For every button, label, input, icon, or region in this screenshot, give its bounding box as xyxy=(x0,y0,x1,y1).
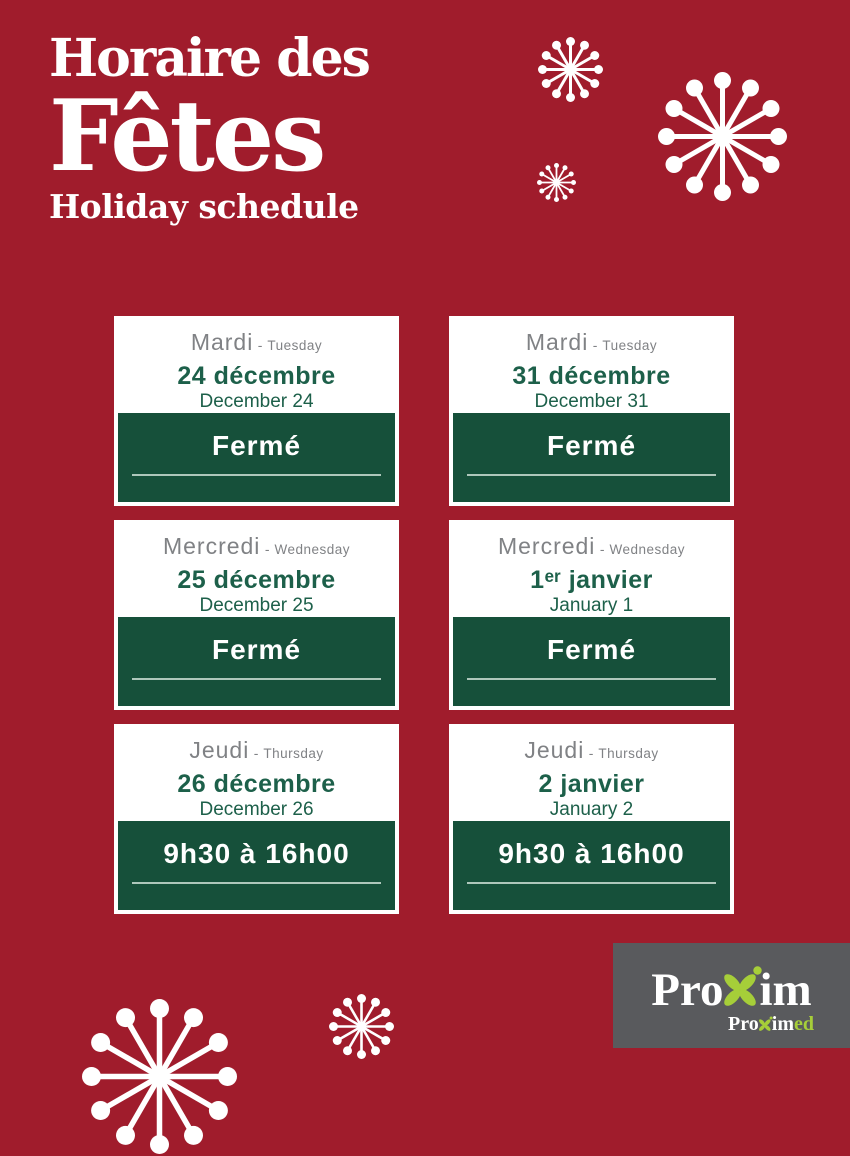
day-name-fr: Mardi xyxy=(525,329,589,355)
status-text: Fermé xyxy=(211,430,302,461)
schedule-card-jan1 xyxy=(449,520,734,710)
schedule-card-dec25 xyxy=(114,520,399,710)
day-name-fr: Jeudi xyxy=(189,737,250,763)
card-header xyxy=(449,520,734,617)
date-french: 26 décembre xyxy=(177,770,336,798)
status-banner xyxy=(453,617,730,706)
card-header xyxy=(114,724,399,821)
card-header xyxy=(449,724,734,821)
day-name-fr: Mercredi xyxy=(162,533,261,559)
day-name-en: Wednesday xyxy=(274,542,351,557)
status-text: 9h30 à 16h00 xyxy=(163,838,350,869)
snowflake-icon xyxy=(535,161,578,204)
schedule-card-dec31 xyxy=(449,316,734,506)
banner-underline xyxy=(132,474,381,476)
day-name-en: Tuesday xyxy=(602,338,658,353)
day-line xyxy=(114,737,399,767)
banner-underline xyxy=(132,882,381,884)
title-line-1: Horaire des xyxy=(49,28,369,89)
banner-underline xyxy=(467,474,716,476)
status-text: Fermé xyxy=(211,634,302,665)
title-line-2: Fêtes xyxy=(49,79,324,194)
day-name-en: Tuesday xyxy=(267,338,323,353)
banner-underline xyxy=(467,678,716,680)
day-separator: - xyxy=(592,337,598,353)
proxim-wordmark xyxy=(613,965,850,1015)
card-header xyxy=(114,316,399,413)
logo-sub-text-pro: Pro xyxy=(728,1013,759,1035)
day-separator: - xyxy=(264,541,271,557)
card-header xyxy=(114,520,399,617)
schedule-card-dec26 xyxy=(114,724,399,914)
day-name-fr: Mercredi xyxy=(497,533,596,559)
day-separator: - xyxy=(588,745,594,761)
card-header xyxy=(449,316,734,413)
day-separator: - xyxy=(253,745,259,761)
logo-sub-text-im: im xyxy=(771,1013,794,1035)
logo-sub-text-ed: ed xyxy=(794,1013,814,1035)
day-name-fr: Jeudi xyxy=(524,737,585,763)
day-line xyxy=(449,329,734,359)
date-english: December 24 xyxy=(199,391,314,412)
status-banner xyxy=(118,413,395,502)
proxim-flower-icon xyxy=(719,965,765,1009)
date-french: 24 décembre xyxy=(177,362,336,390)
snowflake-icon xyxy=(327,992,396,1061)
logo-text-pro: Pro xyxy=(651,964,724,1016)
status-banner xyxy=(118,617,395,706)
day-separator: - xyxy=(257,337,263,353)
snowflake-icon xyxy=(80,997,239,1156)
poster-title xyxy=(49,28,369,230)
day-line xyxy=(114,533,399,563)
day-line xyxy=(114,329,399,359)
day-separator: - xyxy=(599,541,606,557)
date-french: 25 décembre xyxy=(177,566,336,594)
proximed-wordmark xyxy=(728,1014,814,1034)
status-banner xyxy=(453,413,730,502)
date-english: December 26 xyxy=(199,799,314,820)
date-english: December 31 xyxy=(534,391,649,412)
snowflake-icon xyxy=(536,35,605,104)
date-english: January 1 xyxy=(549,595,634,616)
snowflake-icon xyxy=(656,70,789,203)
day-line xyxy=(449,533,734,563)
date-french: 1ᵉʳ janvier xyxy=(530,566,653,594)
date-french: 2 janvier xyxy=(538,770,645,798)
title-subtitle-en: Holiday schedule xyxy=(49,187,359,226)
day-name-en: Thursday xyxy=(598,746,659,761)
date-french: 31 décembre xyxy=(512,362,671,390)
status-text: 9h30 à 16h00 xyxy=(498,838,685,869)
date-english: January 2 xyxy=(549,799,634,820)
proxim-logo xyxy=(613,943,850,1048)
schedule-card-jan2 xyxy=(449,724,734,914)
banner-underline xyxy=(467,882,716,884)
banner-underline xyxy=(132,678,381,680)
day-name-en: Wednesday xyxy=(609,542,686,557)
schedule-grid xyxy=(114,316,734,914)
date-english: December 25 xyxy=(199,595,314,616)
day-line xyxy=(449,737,734,767)
logo-text-im: im xyxy=(759,964,812,1016)
status-banner xyxy=(453,821,730,910)
status-text: Fermé xyxy=(546,634,637,665)
day-name-fr: Mardi xyxy=(190,329,254,355)
status-banner xyxy=(118,821,395,910)
day-name-en: Thursday xyxy=(263,746,324,761)
schedule-card-dec24 xyxy=(114,316,399,506)
status-text: Fermé xyxy=(546,430,637,461)
